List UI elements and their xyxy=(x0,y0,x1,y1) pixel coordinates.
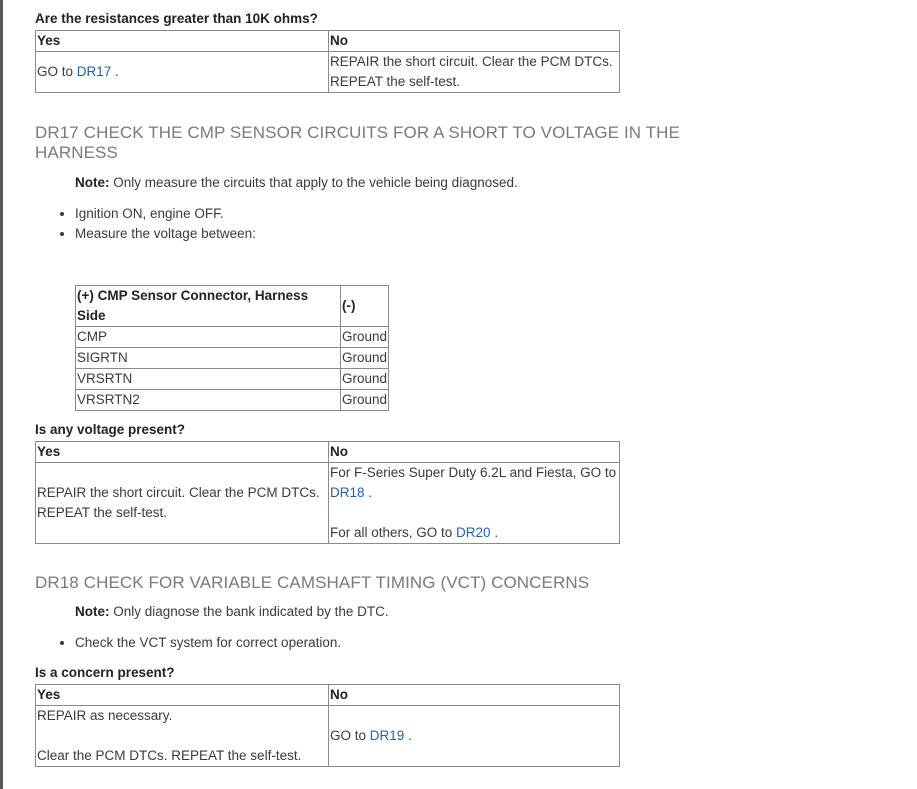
no-header: No xyxy=(329,442,620,463)
dr17-heading: DR17 CHECK THE CMP SENSOR CIRCUITS FOR A SHORT TO VOLTAGE IN THE HARNESS xyxy=(35,123,680,162)
ref-cell: Ground xyxy=(341,390,389,411)
no-line-1: For F-Series Super Duty 6.2L and Fiesta, GO to xyxy=(330,465,617,480)
ref-cell: Ground xyxy=(341,348,389,369)
no-line-1: REPAIR the short circuit. Clear the PCM DTCs. xyxy=(330,54,613,69)
link-dr17[interactable]: DR17 xyxy=(76,64,112,79)
no-line-2: For all others, GO to xyxy=(330,525,457,540)
no-line-2: REPEAT the self-test. xyxy=(330,74,461,89)
yes-no-table-resistance xyxy=(35,30,620,93)
link-dr19[interactable]: DR19 xyxy=(369,728,405,743)
pin-cell: VRSRTN2 xyxy=(76,390,341,411)
question-concern: Is a concern present? xyxy=(35,665,175,680)
yes-line-1: REPAIR as necessary. xyxy=(37,708,173,723)
yes-header: Yes xyxy=(36,685,329,706)
col-header-positive: (+) CMP Sensor Connector, Harness Side xyxy=(76,286,341,327)
no-header: No xyxy=(329,31,620,52)
yes-cell xyxy=(36,706,329,767)
dr18-note xyxy=(75,604,389,619)
list-item: • Ignition ON, engine OFF. xyxy=(75,204,256,224)
dr18-heading: DR18 CHECK FOR VARIABLE CAMSHAFT TIMING (VCT) CONCERNS xyxy=(35,573,590,592)
note-label: Note: xyxy=(75,604,110,619)
no-suffix-1: . xyxy=(364,485,373,500)
no-suffix-2: . xyxy=(490,525,499,540)
yes-no-table-voltage xyxy=(35,441,620,544)
yes-header: Yes xyxy=(36,31,329,52)
pin-cell: VRSRTN xyxy=(76,369,341,390)
no-suffix: . xyxy=(404,728,412,743)
pin-cell: SIGRTN xyxy=(76,348,341,369)
list-item: • Check the VCT system for correct operation. xyxy=(75,633,341,653)
table-row xyxy=(76,348,389,369)
pin-cell: CMP xyxy=(76,327,341,348)
no-cell xyxy=(329,706,620,767)
link-dr20[interactable]: DR20 xyxy=(456,525,491,540)
table-row xyxy=(76,390,389,411)
dr17-bullet-list xyxy=(35,204,256,244)
dr18-bullet-list xyxy=(35,633,341,653)
question-voltage: Is any voltage present? xyxy=(35,422,186,437)
ref-cell: Ground xyxy=(341,369,389,390)
table-row xyxy=(76,327,389,348)
yes-line-2: Clear the PCM DTCs. REPEAT the self-test. xyxy=(37,748,302,763)
no-header: No xyxy=(329,685,620,706)
no-text: GO to xyxy=(330,728,370,743)
col-header-negative: (-) xyxy=(341,286,389,327)
note-text: Only measure the circuits that apply to the vehicle being diagnosed. xyxy=(109,175,518,190)
ref-cell: Ground xyxy=(341,327,389,348)
yes-cell xyxy=(36,52,329,93)
question-resistance: Are the resistances greater than 10K ohms? xyxy=(35,11,318,26)
yes-no-table-concern xyxy=(35,684,620,767)
yes-line-2: REPEAT the self-test. xyxy=(37,505,168,520)
left-border xyxy=(0,0,3,789)
no-cell xyxy=(329,463,620,544)
note-label: Note: xyxy=(75,175,110,190)
yes-cell xyxy=(36,463,329,544)
dr17-note xyxy=(75,175,518,190)
list-item: • Measure the voltage between: xyxy=(75,224,256,244)
no-cell xyxy=(329,52,620,93)
note-text: Only diagnose the bank indicated by the DTC. xyxy=(109,604,389,619)
yes-suffix: . xyxy=(111,64,119,79)
yes-header: Yes xyxy=(36,442,329,463)
link-dr18[interactable]: DR18 xyxy=(330,485,365,500)
table-row xyxy=(76,369,389,390)
cmp-circuit-table xyxy=(75,285,389,411)
yes-line-1: REPAIR the short circuit. Clear the PCM DTCs. xyxy=(37,485,320,500)
yes-text: GO to xyxy=(37,64,77,79)
